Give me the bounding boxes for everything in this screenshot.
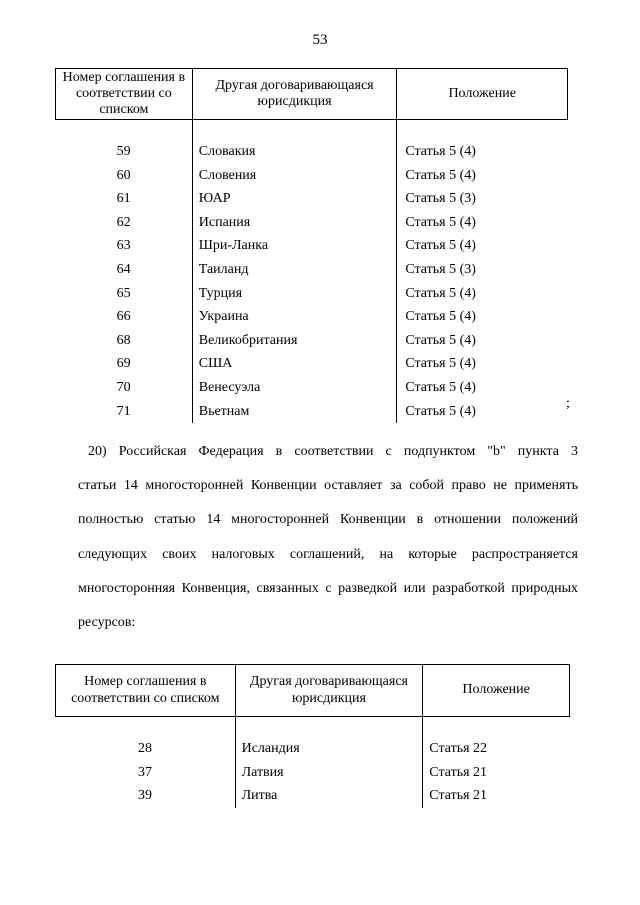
provision-cell: Статья 5 (4) — [405, 379, 476, 395]
jurisdiction-cell: Словения — [192, 164, 397, 188]
paragraph-line: ресурсов: — [78, 615, 136, 631]
table-row — [56, 784, 570, 808]
jurisdiction-cell: Украина — [192, 305, 397, 329]
agreement-number-cell: 63 — [56, 234, 193, 258]
paragraph-line: статьи 14 многосторонней Конвенции оставляет за собой право не применять — [78, 478, 578, 494]
table-row — [56, 761, 570, 785]
table-row — [56, 258, 568, 282]
jurisdiction-cell: Латвия — [235, 761, 423, 785]
agreement-number-cell: 64 — [56, 258, 193, 282]
table-row — [56, 164, 568, 188]
provision-cell: Статья 5 (4) — [405, 144, 476, 159]
table-row — [56, 376, 568, 400]
jurisdiction-cell: Венесуэла — [192, 376, 397, 400]
provision-cell: Статья 5 (4) — [405, 238, 476, 254]
header-jurisdiction: Другая договаривающаяся юрисдикция — [235, 665, 423, 717]
table-row — [56, 329, 568, 353]
agreements-table-2 — [55, 664, 570, 808]
table-row — [56, 400, 568, 424]
paragraph-line: многосторонняя Конвенция, связанных с разведкой или разработкой природных — [78, 580, 578, 596]
agreement-number-cell: 69 — [56, 352, 193, 376]
agreements-table-1 — [55, 68, 568, 423]
spacer-row — [56, 120, 568, 141]
jurisdiction-cell: Вьетнам — [192, 400, 397, 424]
jurisdiction-cell: Литва — [235, 784, 423, 808]
table-body — [56, 717, 570, 808]
table-header-row — [56, 69, 568, 120]
provision-cell: Статья 5 (4) — [405, 332, 476, 348]
paragraph-line: полностью статью 14 многосторонней Конвенции в отношении положений — [78, 512, 578, 528]
provision-cell: Статья 5 (4) — [405, 309, 476, 325]
table-body — [56, 120, 568, 424]
provision-cell: Статья 5 (3) — [405, 191, 476, 207]
header-provision: Положение — [423, 665, 570, 717]
agreement-number-cell: 39 — [56, 784, 236, 808]
table-row — [56, 234, 568, 258]
provision-cell: Статья 5 (4) — [405, 167, 476, 183]
agreement-number-cell: 61 — [56, 187, 193, 211]
spacer-row — [56, 717, 570, 738]
jurisdiction-cell: Словакия — [192, 140, 397, 164]
provision-cell: Статья 22 — [429, 741, 488, 756]
header-jurisdiction: Другая договаривающаяся юрисдикция — [192, 69, 397, 120]
agreement-number-cell: 37 — [56, 761, 236, 785]
table-row — [56, 282, 568, 306]
paragraph-20 — [78, 435, 578, 640]
table-row — [56, 211, 568, 235]
agreement-number-cell: 28 — [56, 737, 236, 761]
agreement-number-cell: 65 — [56, 282, 193, 306]
table-row — [56, 737, 570, 761]
agreement-number-cell: 60 — [56, 164, 193, 188]
agreement-number-cell: 70 — [56, 376, 193, 400]
provision-cell: Статья 5 (4) — [405, 285, 476, 301]
header-agreement-number: Номер соглашения в соответствии со списком — [56, 69, 193, 120]
agreement-number-cell: 71 — [56, 400, 193, 424]
provision-cell: Статья 21 — [429, 764, 488, 780]
jurisdiction-cell: Таиланд — [192, 258, 397, 282]
jurisdiction-cell: Исландия — [235, 737, 423, 761]
provision-cell: Статья 5 (3) — [405, 261, 476, 277]
agreement-number-cell: 62 — [56, 211, 193, 235]
trailing-semicolon: ; — [566, 396, 570, 411]
table-row — [56, 352, 568, 376]
jurisdiction-cell: Шри-Ланка — [192, 234, 397, 258]
table-row — [56, 187, 568, 211]
jurisdiction-cell: США — [192, 352, 397, 376]
provision-cell: Статья 5 (4) — [405, 214, 476, 230]
jurisdiction-cell: Испания — [192, 211, 397, 235]
agreement-number-cell: 59 — [56, 140, 193, 164]
page-number: 53 — [312, 32, 328, 48]
paragraph-line: 20) Российская Федерация в соответствии с подпунктом "b" пункта 3 — [88, 444, 578, 459]
header-agreement-number: Номер соглашения в соответствии со списком — [56, 665, 236, 717]
jurisdiction-cell: Турция — [192, 282, 397, 306]
paragraph-line: следующих своих налоговых соглашений, на которые распространяется — [78, 546, 578, 562]
jurisdiction-cell: ЮАР — [192, 187, 397, 211]
agreement-number-cell: 66 — [56, 305, 193, 329]
provision-cell: Статья 5 (4) — [405, 403, 476, 419]
header-provision: Положение — [397, 69, 568, 120]
provision-cell: Статья 21 — [429, 788, 488, 804]
agreement-number-cell: 68 — [56, 329, 193, 353]
table-header-row — [56, 665, 570, 717]
provision-cell: Статья 5 (4) — [405, 356, 476, 372]
table-row — [56, 305, 568, 329]
jurisdiction-cell: Великобритания — [192, 329, 397, 353]
table-row — [56, 140, 568, 164]
